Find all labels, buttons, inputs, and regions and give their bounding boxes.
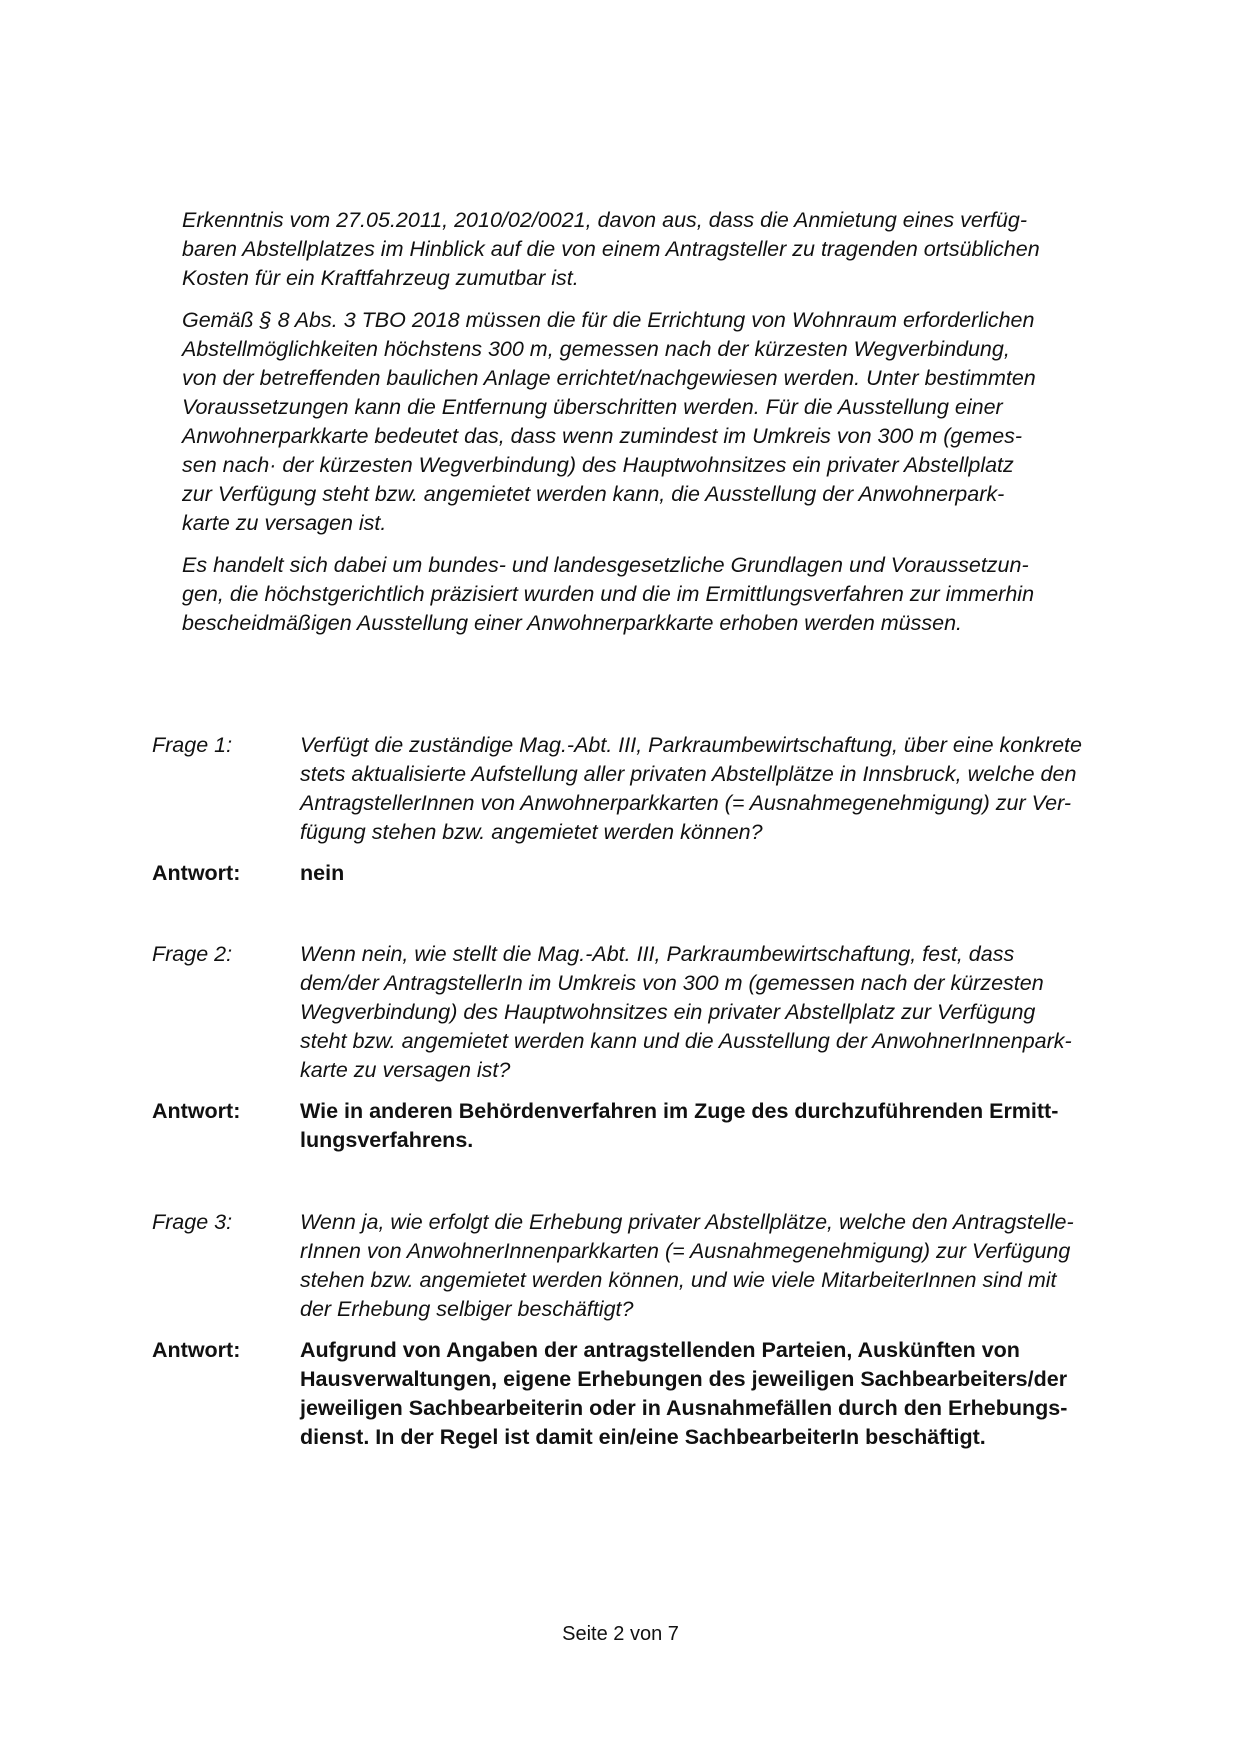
question-label: Frage 1:: [152, 733, 233, 757]
answer-row: [152, 859, 1142, 888]
question-label: Frage 2:: [152, 942, 233, 966]
intro-text: [182, 206, 1142, 651]
qa-block-1: [152, 731, 1142, 900]
answer-text: Aufgrund von Angaben der antragstellenden Parteien, Auskünften von Hausverwaltungen, eigene Erhebungen des jeweiligen Sachbearbeiters/der jeweiligen Sachbearbeiterin oder in Ausnahmefällen durch den Erhebungs- dienst. In der Regel ist damit ein/eine SachbearbeiterIn beschäftigt.: [300, 1338, 1068, 1449]
answer-label: Antwort:: [152, 1338, 241, 1362]
answer-text: Wie in anderen Behördenverfahren im Zuge des durchzuführenden Ermitt- lungsverfahrens.: [300, 1099, 1059, 1152]
question-row: [152, 1208, 1142, 1324]
intro-paragraph-3: Es handelt sich dabei um bundes- und landesgesetzliche Grundlagen und Voraussetzun- gen, die höchstgerichtlich präzisiert wurden und die im Ermittlungsverfahren zur immerhin bescheidmäßigen Ausstellung einer Anwohnerparkkarte erhoben werden müssen.: [182, 553, 1035, 635]
answer-row: [152, 1336, 1142, 1452]
intro-paragraph-2: Gemäß § 8 Abs. 3 TBO 2018 müssen die für die Errichtung von Wohnraum erforderlichen Abstellmöglichkeiten höchstens 300 m, gemessen nach der kürzesten Wegverbindung, von der betreffenden baulichen Anlage errichtet/nachgewiesen werden. Unter bestimmten Voraussetzungen kann die Entfernung überschritten werden. Für die Ausstellung einer Anwohnerparkkarte bedeutet das, dass wenn zumindest im Umkreis von 300 m (gemes- sen nach· der kürzesten Wegverbindung) des Hauptwohnsitzes ein privater Abstellplatz zur Verfügung steht bzw. angemietet werden kann, die Ausstellung der Anwohnerpark- karte zu versagen ist.: [182, 308, 1036, 535]
answer-label: Antwort:: [152, 861, 241, 885]
question-row: [152, 940, 1142, 1085]
answer-text: nein: [300, 861, 345, 885]
intro-paragraph-1: Erkenntnis vom 27.05.2011, 2010/02/0021, davon aus, dass die Anmietung eines verfüg- baren Abstellplatzes im Hinblick auf die von einem Antragsteller zu tragenden ortsüblichen Kosten für ein Kraftfahrzeug zumutbar ist.: [182, 208, 1040, 290]
question-text: Wenn nein, wie stellt die Mag.-Abt. III, Parkraumbewirtschaftung, fest, dass dem/der AntragstellerIn im Umkreis von 300 m (gemessen nach der kürzesten Wegverbindung) des Hauptwohnsitzes ein privater Abstellplatz zur Verfügung steht bzw. angemietet werden kann und die Ausstellung der AnwohnerInnenpark- karte zu versagen ist?: [300, 942, 1072, 1082]
page-number: Seite 2 von 7: [562, 1623, 679, 1645]
question-row: [152, 731, 1142, 847]
qa-block-2: [152, 940, 1142, 1167]
answer-label: Antwort:: [152, 1099, 241, 1123]
question-text: Wenn ja, wie erfolgt die Erhebung privater Abstellplätze, welche den Antragstelle- rInnen von AnwohnerInnenparkkarten (= Ausnahmegenehmigung) zur Verfügung stehen bzw. angemietet werden können, und wie viele MitarbeiterInnen sind mit der Erhebung selbiger beschäftigt?: [300, 1210, 1074, 1321]
qa-block-3: [152, 1208, 1142, 1464]
question-text: Verfügt die zuständige Mag.-Abt. III, Parkraumbewirtschaftung, über eine konkrete stets aktualisierte Aufstellung aller privaten Abstellplätze in Innsbruck, welche den AntragstellerInnen von Anwohnerparkkarten (= Ausnahmegenehmigung) zur Ver- fügung stehen bzw. angemietet werden können?: [300, 733, 1082, 844]
answer-row: [152, 1097, 1142, 1155]
question-label: Frage 3:: [152, 1210, 233, 1234]
